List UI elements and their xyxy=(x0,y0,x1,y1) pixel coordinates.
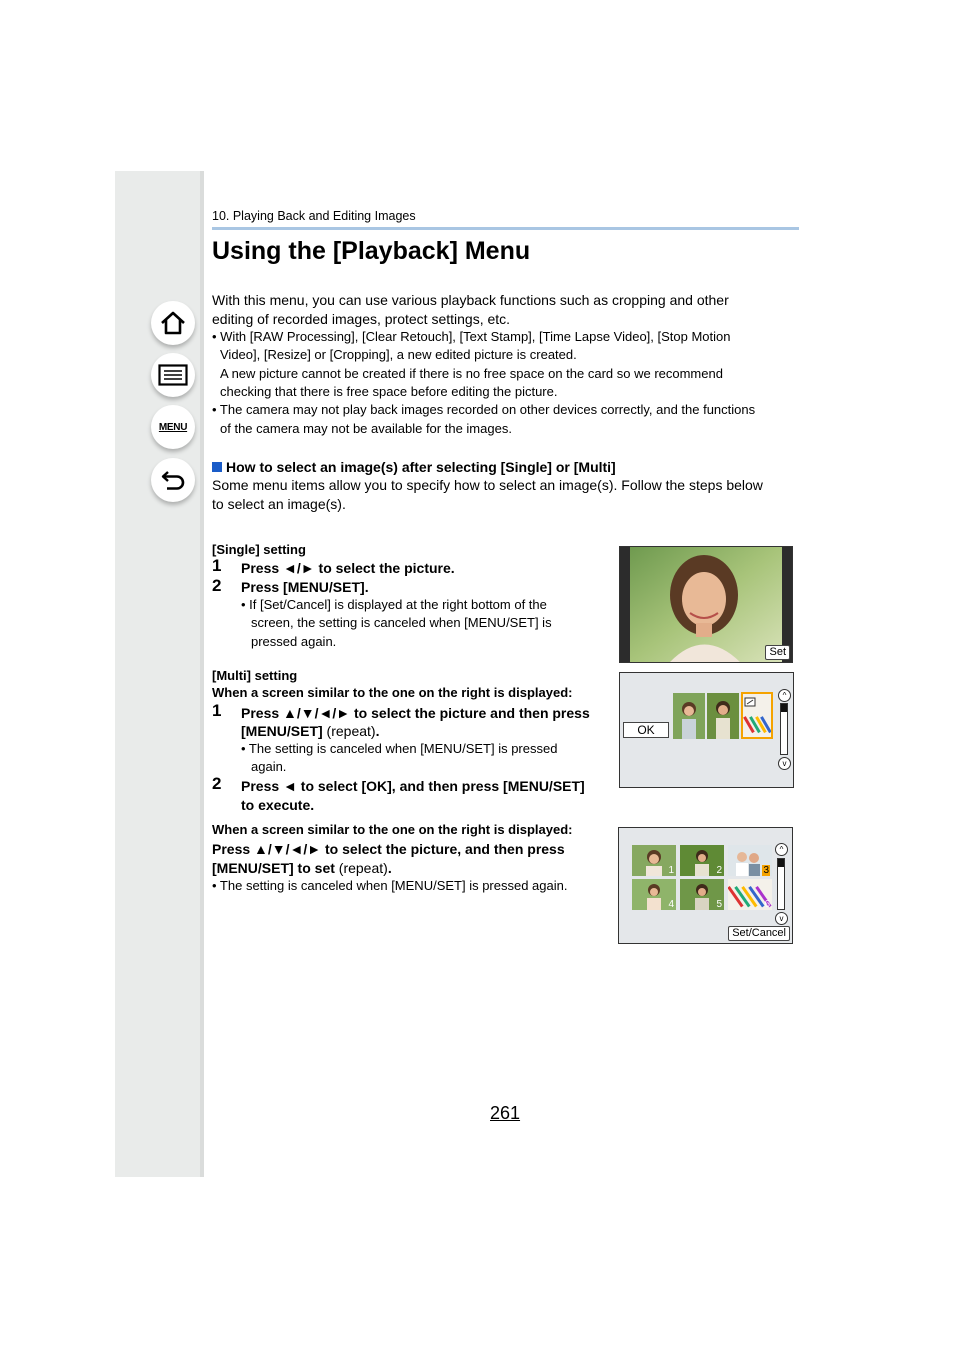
multi-step-2-line-1: Press ◄ to select [OK], and then press [MENU/SET] xyxy=(241,778,585,794)
press-line-2 xyxy=(212,859,392,878)
single-step-1: Press ◄/► to select the picture. xyxy=(241,560,455,576)
multi-step-1-line-1: Press ▲/▼/◄/► to select the picture and then press xyxy=(241,705,590,721)
multi-step-1-repeat: (repeat) xyxy=(322,723,376,739)
home-button[interactable] xyxy=(151,301,195,345)
single-step-1-number: 1 xyxy=(212,556,222,575)
howto-line-1: Some menu items allow you to specify how to select an image(s). Follow the steps below xyxy=(212,477,763,493)
scrollbar-thumb[interactable] xyxy=(781,704,787,712)
multi-when-2: When a screen similar to the one on the right is displayed: xyxy=(212,822,573,837)
grid-thumb-1[interactable] xyxy=(632,845,676,876)
intro-line-2: editing of recorded images, protect settings, etc. xyxy=(212,311,511,327)
ok-button[interactable]: OK xyxy=(623,722,669,738)
header-rule xyxy=(212,227,799,230)
breadcrumb: 10. Playing Back and Editing Images xyxy=(212,209,416,223)
multi-step-1-period: . xyxy=(375,723,380,739)
single-step-2: Press [MENU/SET]. xyxy=(241,579,369,595)
back-button[interactable] xyxy=(151,458,195,502)
multi-note-line-2: again. xyxy=(251,759,287,774)
list-icon xyxy=(158,364,188,386)
press-line-2-bold: [MENU/SET] to set xyxy=(212,860,335,876)
multi-when-1: When a screen similar to the one on the right is displayed: xyxy=(212,685,573,700)
grid-scrollbar-thumb[interactable] xyxy=(778,859,784,867)
multi-grid-screen xyxy=(618,827,793,944)
multi-step-1-number: 1 xyxy=(212,701,222,720)
grid-number-1: 1 xyxy=(668,865,674,876)
home-icon xyxy=(159,310,187,336)
multi-step-1-bold: [MENU/SET] xyxy=(241,723,323,739)
single-note-line-1: • If [Set/Cancel] is displayed at the right bottom of the xyxy=(241,597,547,612)
grid-scroll-down-icon[interactable]: v xyxy=(775,912,788,925)
grid-thumb-6[interactable] xyxy=(728,879,772,910)
multi-step-2-line-2: to execute. xyxy=(241,797,315,813)
grid-number-3: 3 xyxy=(763,865,769,876)
bullet-2-line-1: • The camera may not play back images recorded on other devices correctly, and the functions xyxy=(212,402,756,417)
single-step-2-number: 2 xyxy=(212,576,222,595)
blue-square-icon xyxy=(212,462,222,472)
grid-number-4: 4 xyxy=(668,899,674,910)
bullet-1-line-4: checking that there is free space before editing the picture. xyxy=(220,384,558,399)
sidebar-divider xyxy=(200,171,204,1177)
multi-heading: [Multi] setting xyxy=(212,668,298,683)
multi-step-1-line-2 xyxy=(241,722,379,741)
press-line-2-repeat: (repeat) xyxy=(334,860,388,876)
strip-thumb-1[interactable] xyxy=(673,693,705,739)
set-badge: Set xyxy=(765,645,790,660)
bullet-1-line-2: Video], [Resize] or [Cropping], a new edited picture is created. xyxy=(220,347,577,362)
bullet-1-line-3: A new picture cannot be created if there is no free space on the card so we recommend xyxy=(220,366,723,381)
single-screen xyxy=(619,546,793,663)
intro-line-1: With this menu, you can use various playback functions such as cropping and other xyxy=(212,292,729,308)
single-note-line-3: pressed again. xyxy=(251,634,337,649)
howto-heading xyxy=(212,458,616,477)
multi-strip-screen xyxy=(619,672,794,788)
scroll-up-icon[interactable]: ^ xyxy=(778,689,791,702)
press-line-2-period: . xyxy=(387,860,392,876)
grid-scroll-up-icon[interactable]: ^ xyxy=(775,843,788,856)
strip-thumb-2[interactable] xyxy=(707,693,739,739)
multi-note-line-1: • The setting is canceled when [MENU/SET] is pressed xyxy=(241,741,558,756)
grid-number-5: 5 xyxy=(716,899,722,910)
grid-number-2: 2 xyxy=(716,865,722,876)
grid-scrollbar[interactable] xyxy=(777,858,785,910)
multi-note-2: • The setting is canceled when [MENU/SET] is pressed again. xyxy=(212,878,568,893)
grid-thumb-4[interactable] xyxy=(632,879,676,910)
howto-line-2: to select an image(s). xyxy=(212,496,346,512)
set-cancel-badge: Set/Cancel xyxy=(728,926,790,941)
bullet-2-line-2: of the camera may not be available for the images. xyxy=(220,421,512,436)
contents-button[interactable] xyxy=(151,353,195,397)
page-number: 261 xyxy=(490,1103,521,1123)
grid-thumb-3[interactable] xyxy=(728,845,772,876)
single-note-line-2: screen, the setting is canceled when [MENU/SET] is xyxy=(251,615,552,630)
multi-step-2-number: 2 xyxy=(212,774,222,793)
howto-heading-text: How to select an image(s) after selecting [Single] or [Multi] xyxy=(226,459,616,475)
grid-number-6: 6 xyxy=(764,899,770,910)
press-line-1: Press ▲/▼/◄/► to select the picture, and then press xyxy=(212,841,565,857)
scrollbar[interactable] xyxy=(780,703,788,755)
portrait-photo xyxy=(630,547,782,662)
menu-button[interactable] xyxy=(151,405,195,449)
back-icon xyxy=(159,468,187,492)
page-title: Using the [Playback] Menu xyxy=(212,237,531,265)
scroll-down-icon[interactable]: v xyxy=(778,757,791,770)
single-heading: [Single] setting xyxy=(212,542,306,557)
bullet-1-line-1: • With [RAW Processing], [Clear Retouch], [Text Stamp], [Time Lapse Video], [Stop Motion xyxy=(212,329,731,344)
menu-label: MENU xyxy=(158,421,188,433)
grid-thumb-2[interactable] xyxy=(680,845,724,876)
strip-thumb-selected[interactable] xyxy=(741,692,773,739)
grid-thumb-5[interactable] xyxy=(680,879,724,910)
